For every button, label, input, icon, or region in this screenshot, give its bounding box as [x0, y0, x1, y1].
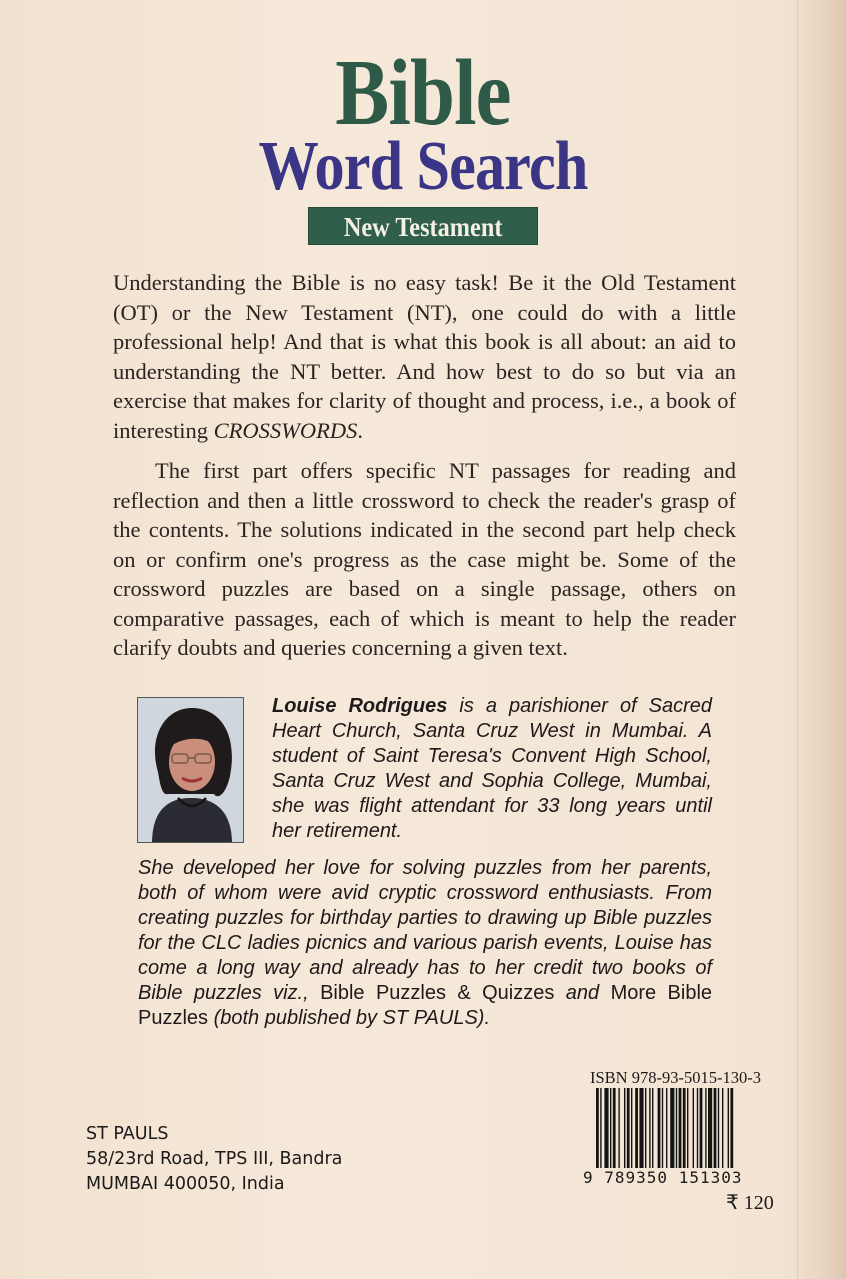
blurb-paragraph-2: The first part offers specific NT passages for reading and reflection and then a little crossword to check the reader's grasp of the contents. The solutions indicated in the second part help check on or confirm one's progress as the case might be. Some of the crossword puzzles are based on a single passage, others on comparative passages, each of which is meant to help the reader clarify doubts and queries concerning a given text. [113, 458, 736, 660]
barcode-bar [631, 1088, 632, 1168]
and-word: and [554, 982, 611, 1004]
subtitle-banner [308, 207, 538, 245]
barcode-bar [676, 1088, 677, 1168]
barcode-digits: 9 789350 151303 [583, 1168, 743, 1187]
barcode-bar [600, 1088, 601, 1168]
author-bio-intro [272, 694, 712, 844]
blurb-p1-emphasis: CROSSWORDS [213, 417, 358, 443]
barcode-bar [718, 1088, 719, 1168]
barcode-bar [679, 1088, 682, 1168]
blurb-p1-text: Understanding the Bible is no easy task! Be it the Old Testament (OT) or the New Testament (NT), one could do with a little professional help! And that is what this book is all about: an aid to understanding the NT better. And how best to do so but via an exercise that makes for clarity of thought and process, i.e., a book of interesting [113, 270, 736, 443]
barcode-bar [645, 1088, 646, 1168]
barcode-bar [596, 1088, 599, 1168]
barcode-bar [610, 1088, 611, 1168]
barcode-bar [613, 1088, 616, 1168]
barcode-bar [618, 1088, 619, 1168]
spine-edge [797, 0, 846, 1279]
blurb-paragraph-1 [113, 268, 736, 445]
author-bio-intro-text: is a parishioner of Sacred Heart Church, Santa Cruz West in Mumbai. A student of Saint Teresa's Convent High School, Santa Cruz West and Sophia College, Mumbai, she was flight attendant for 33 long years until her retirement. [272, 695, 713, 842]
barcode-bar [705, 1088, 706, 1168]
publisher-block [86, 1122, 406, 1197]
barcode-bar [700, 1088, 703, 1168]
barcode-bar [697, 1088, 698, 1168]
subtitle-text: New Testament [343, 212, 503, 242]
barcode-bar [635, 1088, 638, 1168]
barcode-bar [730, 1088, 733, 1168]
barcode-bar [624, 1088, 625, 1168]
barcode-bar [639, 1088, 643, 1168]
title-bible: Bible [335, 41, 511, 145]
barcode-bar [687, 1088, 688, 1168]
isbn-label: ISBN 978-93-5015-130-3 [590, 1068, 761, 1087]
book-title-2: More Bible Puzzles [138, 982, 713, 1029]
author-name: Louise Rodrigues [272, 695, 448, 717]
barcode-bar [649, 1088, 650, 1168]
publisher-address-line-2: MUMBAI 400050, India [86, 1174, 285, 1194]
blurb-p1-end: . [357, 417, 363, 443]
author-photo [137, 697, 244, 843]
author-portrait-icon [138, 698, 244, 843]
barcode-bar [604, 1088, 608, 1168]
publisher-address-line-1: 58/23rd Road, TPS III, Bandra [86, 1149, 343, 1169]
barcode-bar [693, 1088, 694, 1168]
barcode-bar [714, 1088, 717, 1168]
title-word-search: Word Search [258, 128, 588, 205]
barcode-bar [722, 1088, 723, 1168]
publisher-name: ST PAULS [86, 1124, 169, 1144]
barcode-bar [662, 1088, 663, 1168]
barcode-bar [658, 1088, 661, 1168]
barcode-bar [670, 1088, 674, 1168]
barcode-bar [708, 1088, 712, 1168]
book-title-1: Bible Puzzles & Quizzes [320, 982, 555, 1004]
barcode-bar [627, 1088, 630, 1168]
author-bio-text: She developed her love for solving puzzles from her parents, both of whom were avid cryptic crossword enthusiasts. From creating puzzles for birthday parties to drawing up Bible puzzles for the CLC ladies picnics and various parish events, Louise has come a long way and already has to her credit two books of Bible puzzles viz., [138, 857, 712, 1004]
barcode-icon [596, 1088, 780, 1168]
author-bio-continued [138, 856, 712, 1031]
price-label: ₹ 120 [726, 1192, 774, 1214]
barcode-bar [652, 1088, 653, 1168]
barcode-bar [683, 1088, 686, 1168]
barcode-bar [728, 1088, 729, 1168]
barcode-bar [666, 1088, 667, 1168]
author-bio-end: (both published by ST PAULS). [208, 1007, 491, 1029]
